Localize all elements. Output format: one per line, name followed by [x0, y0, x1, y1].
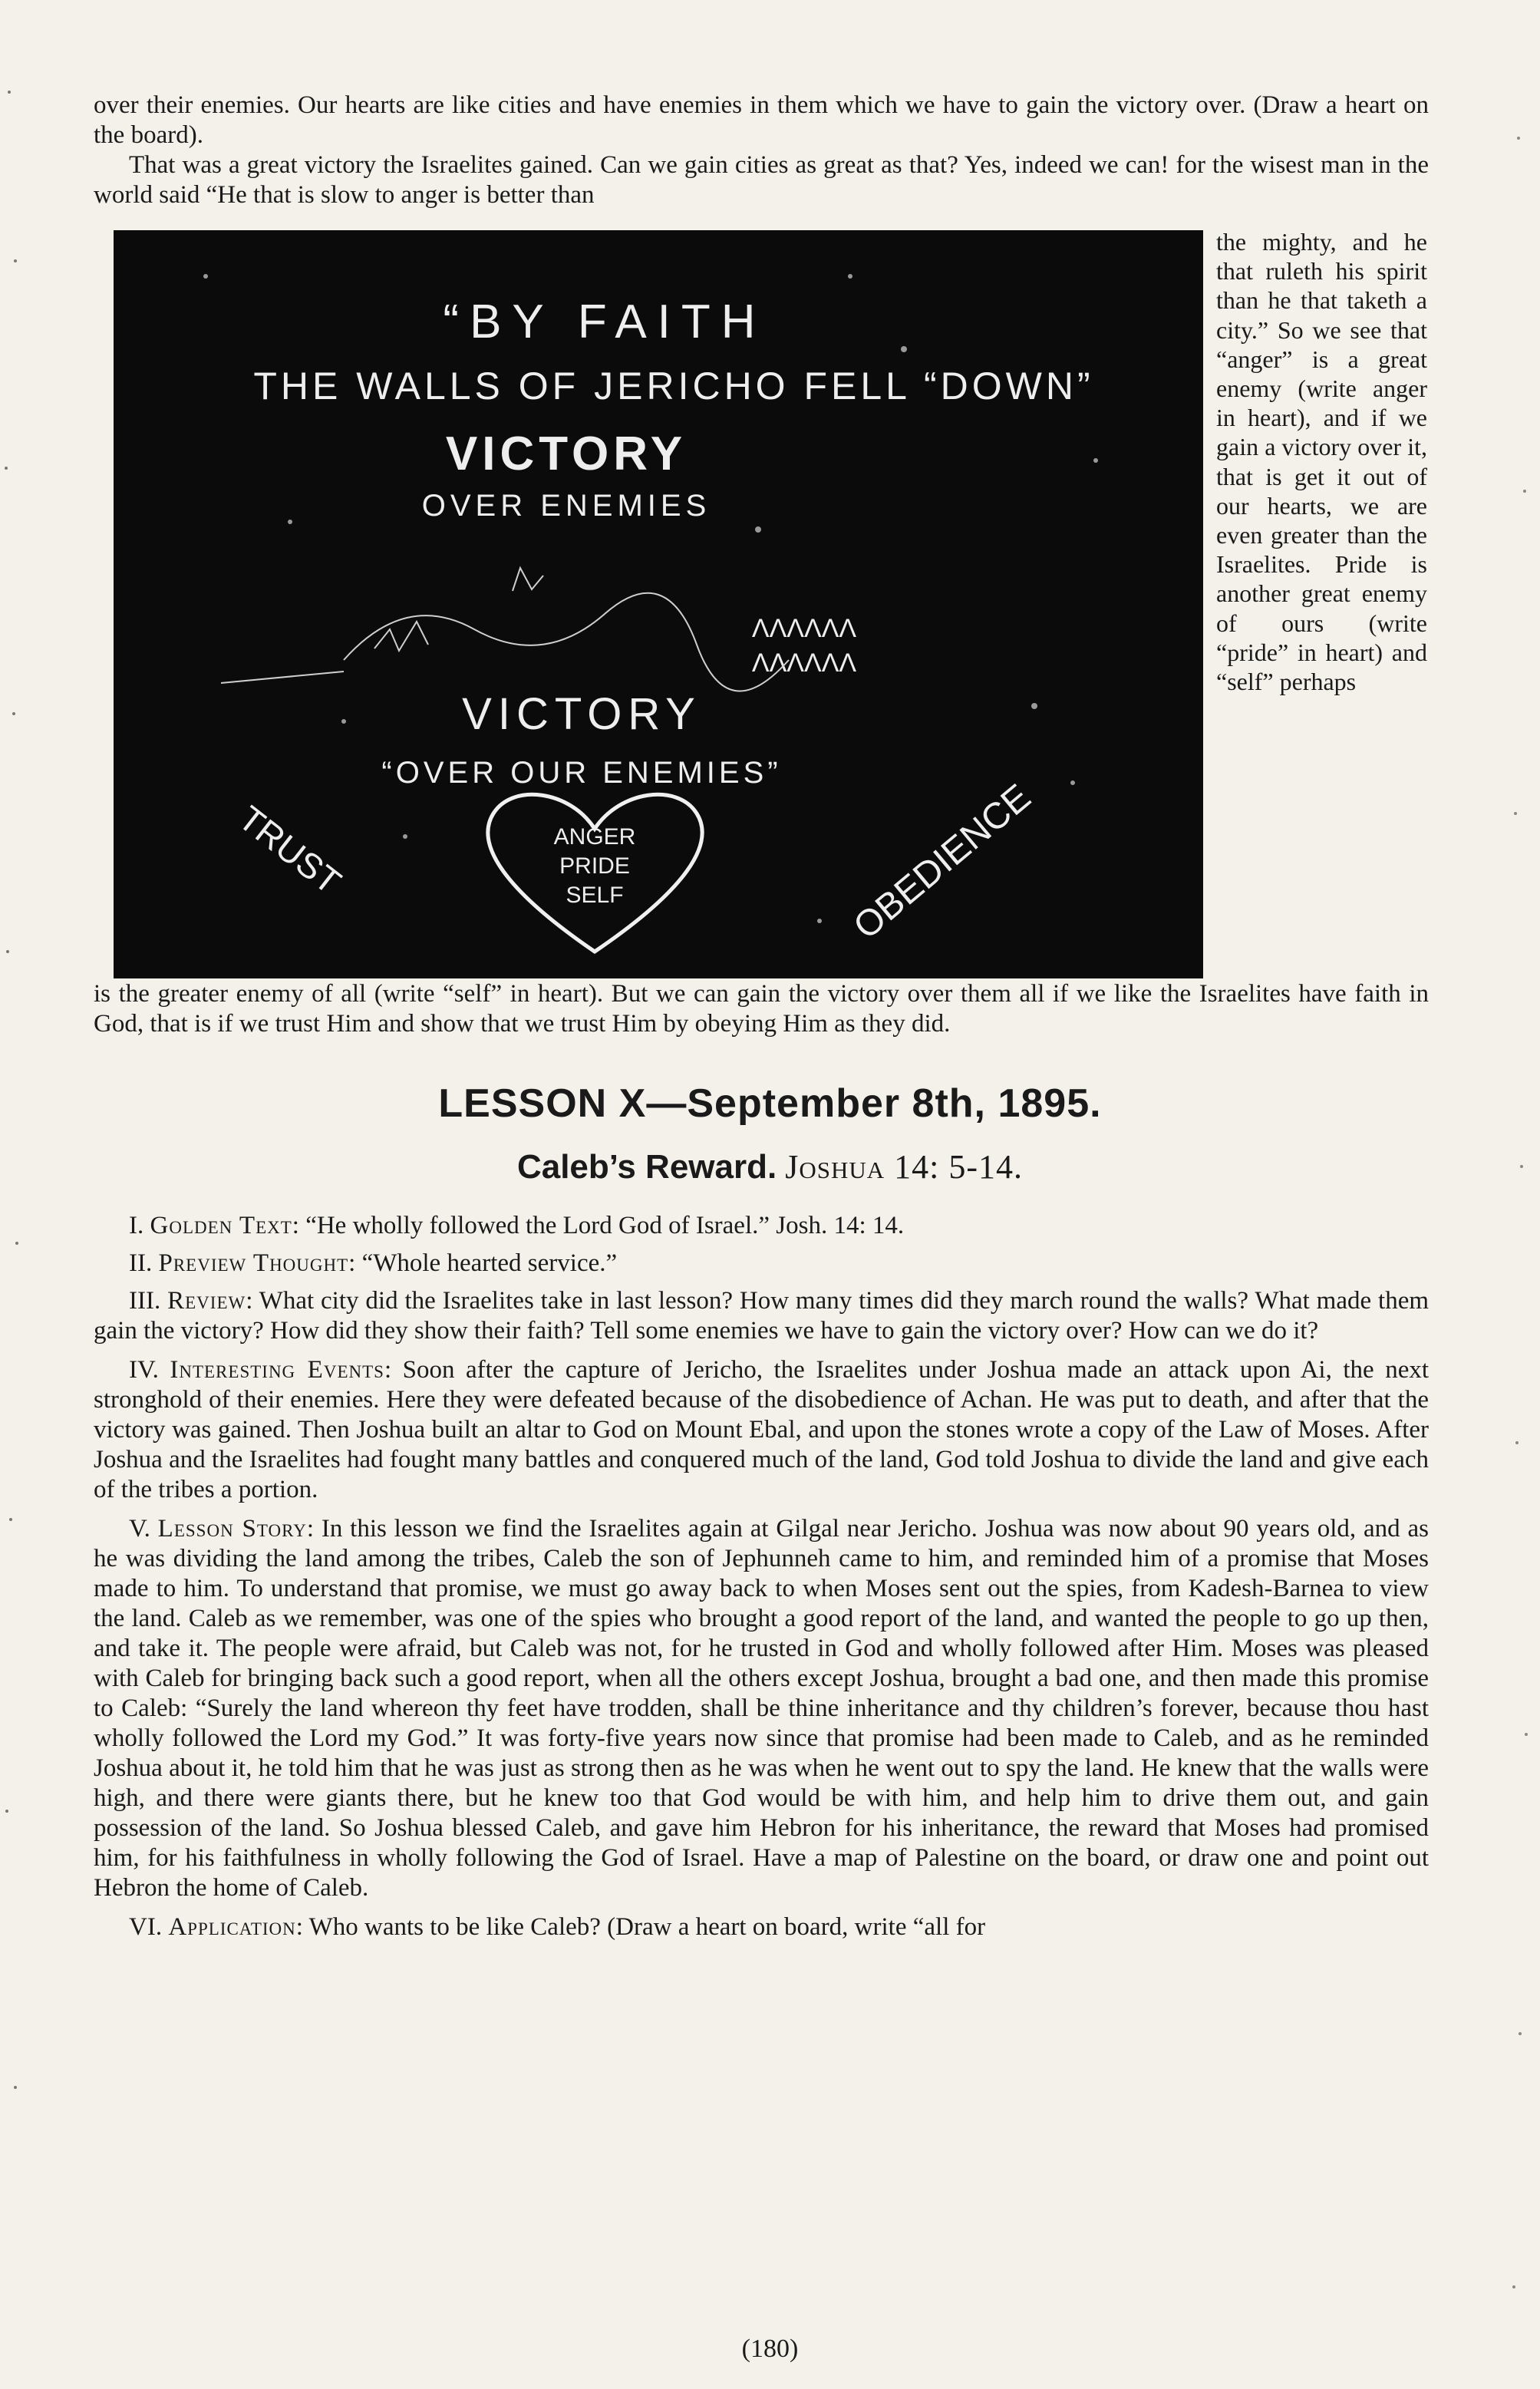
- section-interesting-events: [94, 1355, 1429, 1505]
- section-number: I.: [129, 1212, 144, 1239]
- heart-shape: [488, 794, 702, 952]
- section-number: III.: [129, 1287, 161, 1315]
- board-obedience-word: OBEDIENCE: [846, 776, 1039, 948]
- section-label: Application: [168, 1913, 296, 1941]
- page-number: (180): [741, 2335, 799, 2363]
- section-application: [94, 1912, 1429, 1942]
- heart-word-self: SELF: [566, 883, 624, 908]
- section-lesson-story: [94, 1514, 1429, 1903]
- section-number: V.: [129, 1515, 150, 1543]
- board-faith-line: “BY FAITH: [443, 295, 767, 348]
- board-victory-1: VICTORY: [445, 427, 688, 480]
- section-label: Preview Thought: [158, 1249, 349, 1277]
- board-side-text: the mighty, and he that ruleth his spirit than he that taketh a city.” So we see that “anger” is a great enemy (write anger in heart), and if we gain a victory over it, that is get it out of our hearts, we are even greater than the Israelites. Pride is another great enemy of ours (write “pride” in heart) and “self” perhaps: [1216, 228, 1427, 696]
- opening-paragraph: [94, 91, 1429, 210]
- section-text: : Who wants to be like Caleb? (Draw a heart on board, write “all for: [295, 1913, 986, 1941]
- section-golden-text: [94, 1211, 1429, 1241]
- continuation-paragraph: is the greater enemy of all (write “self” in heart). But we can gain the victory over them all if we like the Israelites have faith in God, that is if we trust Him and show that we trust Him by obeying Him as they did.: [94, 980, 1429, 1038]
- section-text: : “Whole hearted service.”: [348, 1249, 618, 1277]
- blackboard-drawing: [114, 230, 1203, 978]
- section-text: : What city did the Israelites take in last lesson? How many times did they march round the walls? What made them gain the victory? How did they show their faith? Tell some enemies we have to gain the victory over? How can we do it?: [94, 1287, 1430, 1345]
- wall-rubble-sketch: [221, 568, 789, 691]
- board-walls-line: THE WALLS OF JERICHO FELL “DOWN”: [253, 365, 1094, 408]
- lesson-subtitle: [0, 1147, 1540, 1186]
- section-label: Golden Text: [150, 1212, 292, 1239]
- opening-paragraph-2: That was a great victory the Israelites gained. Can we gain cities as great as that? Yes, indeed we can! for the wisest man in the world said “He that is slow to anger is better than: [94, 151, 1429, 209]
- section-number: II.: [129, 1249, 153, 1277]
- section-label: Interesting Events: [170, 1356, 384, 1384]
- section-review: [94, 1286, 1429, 1346]
- board-arrows-2: ΛΛΛΛΛΛ: [751, 648, 857, 678]
- section-preview-thought: [94, 1249, 1429, 1279]
- board-arrows-1: ΛΛΛΛΛΛ: [751, 614, 857, 643]
- section-number: VI.: [129, 1913, 163, 1941]
- right-margin-noise: [1508, 0, 1538, 2389]
- section-text: : “He wholly followed the Lord God of Israel.” Josh. 14: 14.: [292, 1212, 905, 1239]
- section-text: : In this lesson we find the Israelites again at Gilgal near Jericho. Joshua was now about 90 years old, and as he was dividing the land among the tribes, Caleb the son of Jephunneh came to him, and reminded him of a promise that Moses made to him. To understand that promise, we must go away back to when Moses sent out the spies, from Kadesh-Barnea to view the land. Caleb as we remember, was one of the spies who brought a good report of the land, and wanted the people to go up then, and take it. The people were afraid, but Caleb was not, for he trusted in God and wholly followed after Him. Moses was pleased with Caleb for bringing back such a good report, when all the others except Joshua, brought a bad one, and then made this promise to Caleb: “Surely the land whereon thy feet have trodden, shall be thine inheritance and thy children’s forever, because thou hast wholly followed the Lord my God.” It was forty-five years now since that promise had been made to Caleb, and as he reminded Joshua about it, he told him that he was just as strong then as he was when he went out to spy the land. He knew that the walls were high, and there were giants there, but he knew too that God would be with him, and help him to drive them out, and gain possession of the land. So Joshua blessed Caleb, and gave him Hebron for his inheritance, the reward that Moses had promised him, for his faithfulness in wholly following the God of Israel. Have a map of Palestine on the board, or draw one and point out Hebron the home of Caleb.: [94, 1515, 1429, 1902]
- section-label: Review: [167, 1287, 246, 1315]
- opening-paragraph-1: over their enemies. Our hearts are like cities and have enemies in them which we have to gain the victory over. (Draw a heart on the board).: [94, 91, 1429, 149]
- section-label: Lesson Story: [157, 1515, 307, 1543]
- board-victory-2: VICTORY: [462, 689, 701, 739]
- section-text: : Soon after the capture of Jericho, the Israelites under Joshua made an attack upon Ai, the next stronghold of their enemies. Here they were defeated because of the disobedience of Achan. He was put to death, and after that the victory was gained. Then Joshua built an altar to God on Mount Ebal, and upon the stones wrote a copy of the Law of Moses. After Joshua and the Israelites had fought many battles and conquered much of the land, God told Joshua to divide the land and give each of the tribes a portion.: [94, 1356, 1430, 1503]
- section-number: IV.: [129, 1356, 159, 1384]
- lesson-sections: [94, 1211, 1429, 1942]
- blackboard-illustration: [114, 230, 1203, 978]
- lesson-title: LESSON X—September 8th, 1895.: [438, 1081, 1102, 1126]
- board-over-our-enemies: “OVER OUR ENEMIES”: [381, 756, 782, 790]
- heart-word-anger: ANGER: [553, 824, 636, 850]
- lesson-subtitle-main: Caleb’s Reward.: [516, 1148, 777, 1186]
- lesson-subtitle-reference: Joshua 14: 5-14.: [785, 1148, 1024, 1186]
- heart-word-pride: PRIDE: [559, 853, 630, 879]
- board-trust-word: TRUST: [231, 797, 349, 902]
- left-margin-noise: [0, 0, 31, 2389]
- board-over-enemies: OVER ENEMIES: [421, 489, 711, 523]
